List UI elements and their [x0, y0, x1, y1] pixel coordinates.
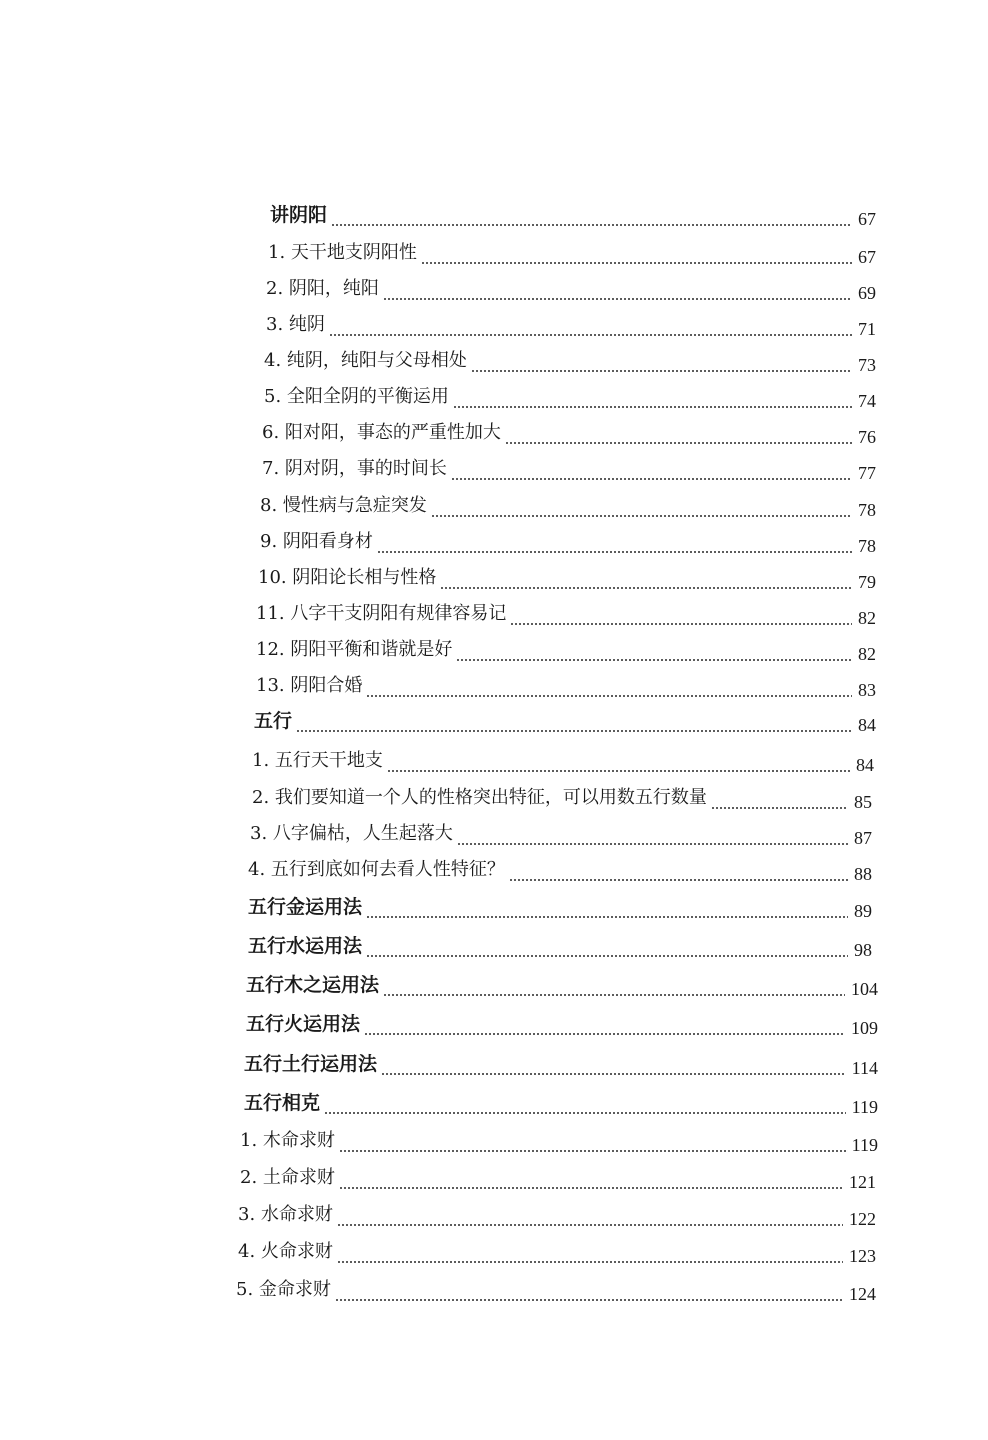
toc-entry [262, 418, 876, 448]
toc-title: 7. 阴对阴，事的时间长 [262, 458, 447, 479]
toc-page-number: 88 [854, 864, 872, 884]
toc-leader-dots [366, 916, 848, 918]
toc-title: 五行土行运用法 [244, 1053, 378, 1075]
toc-page-number: 85 [854, 792, 872, 812]
toc-title: 4. 火命求财 [238, 1241, 333, 1262]
toc-page-number: 114 [851, 1058, 878, 1078]
toc-page-number: 76 [858, 427, 876, 447]
toc-leader-dots [296, 730, 852, 732]
toc-page-number: 124 [849, 1284, 876, 1304]
toc-entry [252, 746, 874, 776]
toc-leader-dots [324, 1112, 846, 1114]
toc-leader-dots [711, 807, 848, 809]
toc-entry [266, 274, 876, 304]
toc-leader-dots [457, 843, 848, 845]
toc-entry [240, 1163, 876, 1193]
toc-page-number: 84 [856, 755, 874, 775]
toc-page-number: 83 [858, 680, 876, 700]
toc-leader-dots [337, 1224, 843, 1226]
toc-title: 6. 阳对阳，事态的严重性加大 [262, 422, 501, 443]
toc-page-number: 71 [858, 319, 876, 339]
toc-page-number: 69 [858, 283, 876, 303]
toc-page-number: 78 [858, 536, 876, 556]
toc-page-number: 122 [849, 1209, 876, 1229]
toc-entry [252, 783, 872, 813]
toc-page-number: 77 [858, 463, 876, 483]
toc-heading [248, 892, 872, 922]
toc-title: 10. 阴阳论长相与性格 [258, 567, 437, 588]
toc-page-number: 78 [858, 500, 876, 520]
toc-leader-dots [387, 770, 850, 772]
toc-leader-dots [339, 1150, 846, 1152]
toc-title: 五行木之运用法 [246, 974, 380, 996]
toc-title: 5. 全阳全阴的平衡运用 [264, 386, 449, 407]
toc-leader-dots [471, 370, 852, 372]
toc-page-number: 89 [854, 901, 872, 921]
toc-leader-dots [505, 442, 852, 444]
toc-leader-dots [383, 994, 845, 996]
toc-entry [236, 1275, 876, 1305]
toc-leader-dots [377, 551, 852, 553]
toc-leader-dots [335, 1299, 843, 1301]
toc-heading [246, 970, 878, 1000]
toc-title: 3. 八字偏枯，人生起落大 [250, 823, 453, 844]
toc-title: 13. 阴阳合婚 [256, 675, 363, 696]
toc-entry [248, 855, 872, 885]
toc-title: 5. 金命求财 [236, 1279, 331, 1300]
toc-title: 2. 我们要知道一个人的性格突出特征，可以用数五行数量 [252, 787, 707, 808]
toc-entry [264, 346, 876, 376]
toc-title: 五行 [254, 710, 293, 732]
toc-heading [246, 1009, 878, 1039]
toc-leader-dots [383, 298, 852, 300]
toc-page-number: 123 [849, 1246, 876, 1266]
toc-title: 五行金运用法 [248, 896, 363, 918]
toc-entry [258, 563, 876, 593]
toc-leader-dots [381, 1073, 846, 1075]
toc-leader-dots [440, 587, 852, 589]
toc-leader-dots [431, 515, 852, 517]
toc-heading [248, 931, 872, 961]
toc-heading [244, 1088, 878, 1118]
toc-page-number: 67 [858, 209, 876, 229]
toc-leader-dots [451, 478, 852, 480]
toc-entry [268, 238, 876, 268]
toc-entry [266, 310, 876, 340]
toc-entry [264, 382, 876, 412]
toc-leader-dots [337, 1261, 843, 1263]
toc-entry [260, 491, 876, 521]
toc-title: 4. 纯阴，纯阳与父母相处 [264, 350, 467, 371]
toc-title: 3. 纯阴 [266, 314, 325, 335]
toc-title: 五行相克 [244, 1092, 321, 1114]
toc-page-number: 98 [854, 940, 872, 960]
toc-page-number: 74 [858, 391, 876, 411]
toc-page-number: 82 [858, 644, 876, 664]
toc-title: 12. 阴阳平衡和谐就是好 [256, 639, 453, 660]
toc-title: 1. 五行天干地支 [252, 750, 383, 771]
toc-title: 2. 阴阳，纯阳 [266, 278, 379, 299]
toc-leader-dots [453, 406, 852, 408]
toc-entry [250, 819, 872, 849]
toc-page-number: 104 [851, 979, 878, 999]
toc-title: 8. 慢性病与急症突发 [260, 495, 427, 516]
toc-entry [240, 1126, 878, 1156]
toc-leader-dots [366, 955, 848, 957]
toc-entry [262, 454, 876, 484]
toc-page-number: 119 [851, 1135, 878, 1155]
toc-leader-dots [339, 1187, 843, 1189]
toc-leader-dots [509, 879, 848, 881]
toc-title: 五行水运用法 [248, 935, 363, 957]
toc-heading [244, 1049, 878, 1079]
toc-page-number: 84 [858, 715, 876, 735]
toc-leader-dots [421, 262, 852, 264]
toc-page-number: 109 [851, 1018, 878, 1038]
toc-leader-dots [329, 334, 852, 336]
toc-entry [238, 1237, 876, 1267]
toc-title: 3. 水命求财 [238, 1204, 333, 1225]
toc-entry [256, 599, 876, 629]
toc-title: 9. 阴阳看身材 [260, 531, 373, 552]
toc-title: 2. 土命求财 [240, 1167, 335, 1188]
toc-page-number: 119 [851, 1097, 878, 1117]
toc-leader-dots [364, 1033, 845, 1035]
toc-title: 讲阴阳 [270, 204, 328, 226]
toc-title: 五行火运用法 [246, 1013, 361, 1035]
toc-title: 1. 天干地支阴阳性 [268, 242, 417, 263]
toc-page-number: 79 [858, 572, 876, 592]
toc-page-number: 121 [849, 1172, 876, 1192]
toc-leader-dots [456, 659, 852, 661]
toc-leader-dots [331, 224, 852, 226]
toc-title: 4. 五行到底如何去看人性特征？ [248, 859, 505, 880]
toc-leader-dots [510, 623, 852, 625]
toc-heading [254, 706, 876, 736]
toc-page-number: 82 [858, 608, 876, 628]
toc-entry [260, 527, 876, 557]
toc-title: 1. 木命求财 [240, 1130, 335, 1151]
toc-entry [256, 671, 876, 701]
toc-leader-dots [366, 695, 852, 697]
toc-heading [270, 200, 876, 230]
toc-entry [238, 1200, 876, 1230]
toc-entry [256, 635, 876, 665]
toc-page-number: 73 [858, 355, 876, 375]
toc-title: 11. 八字干支阴阳有规律容易记 [256, 603, 507, 624]
toc-page-number: 87 [854, 828, 872, 848]
toc-page-number: 67 [858, 247, 876, 267]
